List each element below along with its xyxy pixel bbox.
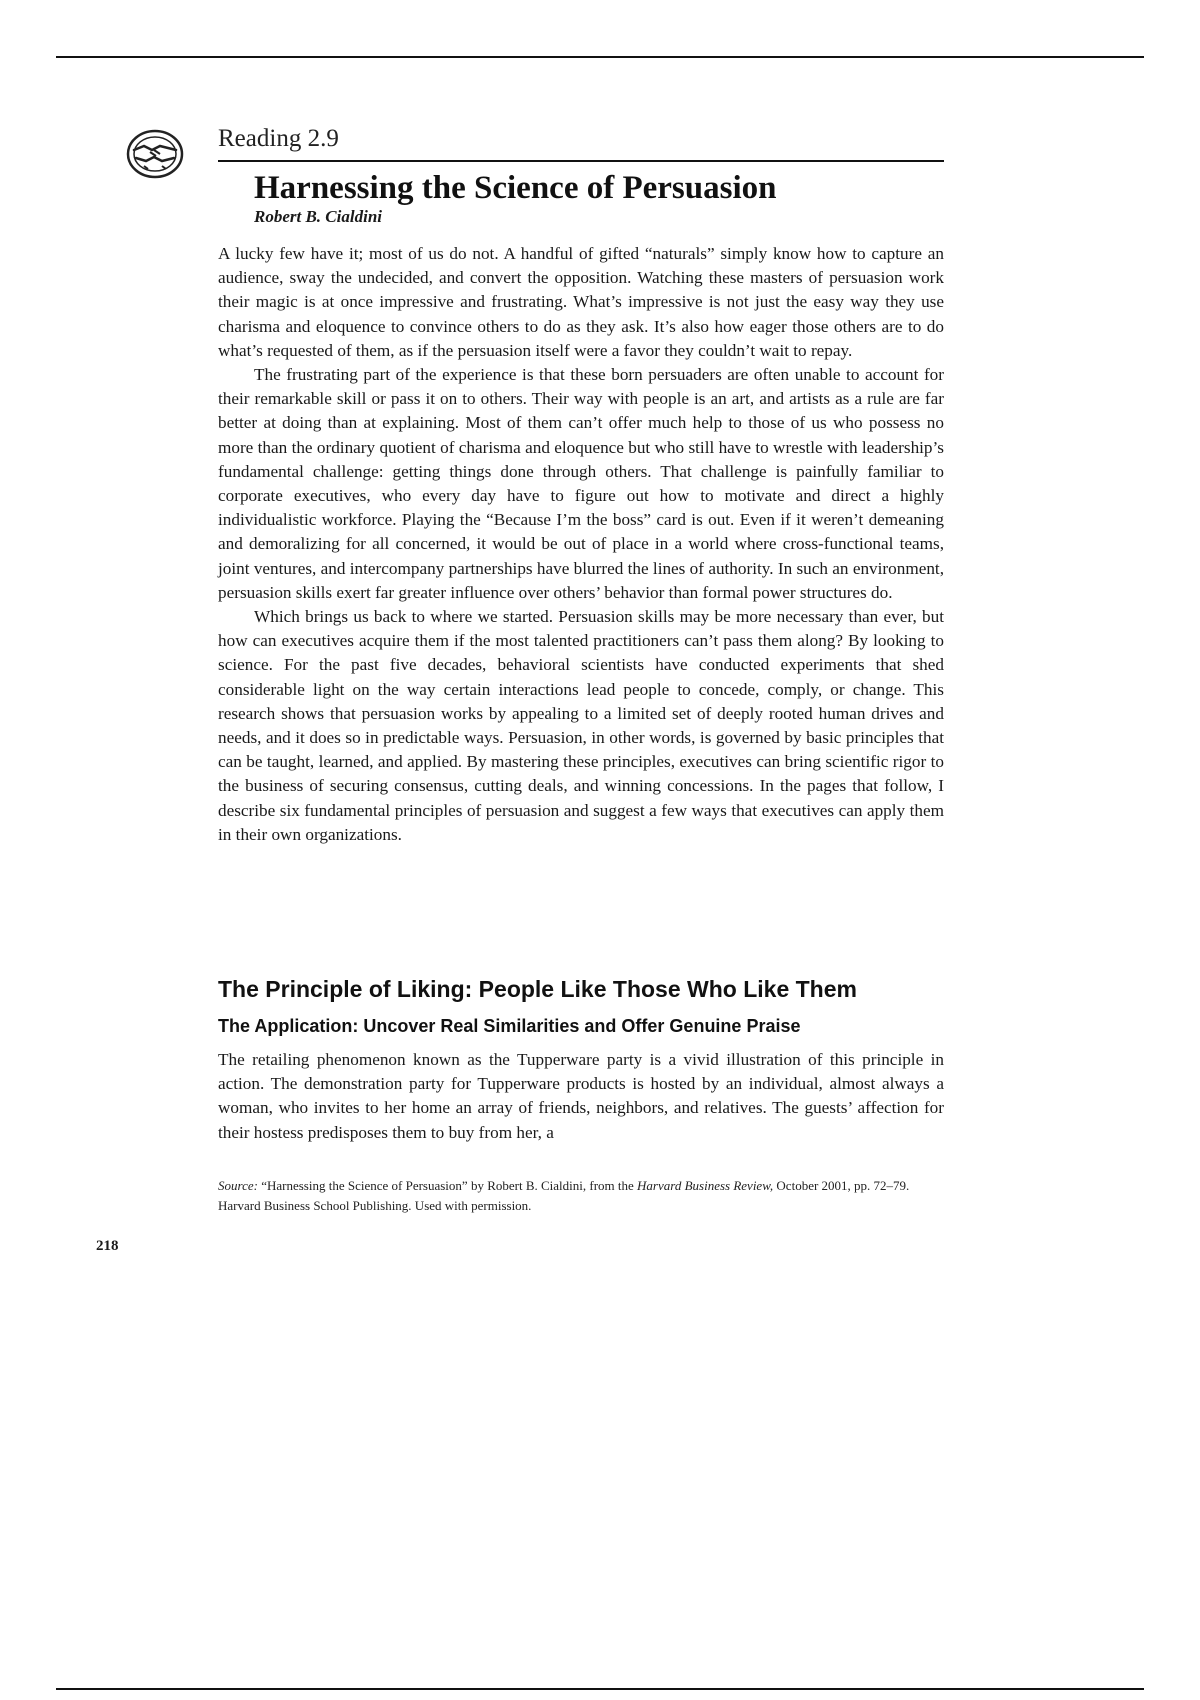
source-publication: Harvard Business Review,	[637, 1178, 774, 1193]
section-body	[218, 1048, 944, 1145]
intro-body	[218, 242, 944, 847]
paragraph: Which brings us back to where we started. Persuasion skills may be more necessary than ever, but how can executives acquire them if the most talented practitioners can’t pass them along? By looking to science. For the past five decades, behavioral scientists have conducted experiments that shed considerable light on the way certain interactions lead people to concede, comply, or change. This research shows that persuasion works by appealing to a limited set of deeply rooted human drives and needs, and it does so in predictable ways. Persuasion, in other words, is governed by basic principles that can be taught, learned, and applied. By mastering these principles, executives can bring scientific rigor to the business of securing consensus, cutting deals, and winning concessions. In the pages that follow, I describe six fundamental principles of persuasion and suggest a few ways that executives can apply them in their own organizations.	[218, 607, 944, 844]
reading-label: Reading 2.9	[218, 125, 339, 152]
handshake-icon	[126, 128, 184, 180]
source-note	[218, 1176, 944, 1216]
article-author: Robert B. Cialdini	[254, 207, 382, 226]
paragraph: The frustrating part of the experience is that these born persuaders are often unable to account for their remarkable skill or pass it on to others. Their way with people is an art, and artists as a rule are far better at doing than at explaining. Most of them can’t offer much help to those of us who possess no more than the ordinary quotient of charisma and eloquence but who still have to wrestle with leadership’s fundamental challenge: getting things done through others. That challenge is painfully familiar to corporate executives, who every day have to figure out how to motivate and direct a highly individualistic workforce. Playing the “Because I’m the boss” card is out. Even if it weren’t demeaning and demoralizing for all concerned, it would be out of place in a world where cross-functional teams, joint ventures, and intercompany partnerships have blurred the lines of authority. In such an environment, persuasion skills exert far greater influence over others’ behavior than formal power structures do.	[218, 365, 944, 602]
paragraph: A lucky few have it; most of us do not. A handful of gifted “naturals” simply know how to capture an audience, sway the undecided, and convert the opposition. Watching these masters of persuasion work their magic is at once impressive and frustrating. What’s impressive is not just the easy way they use charisma and eloquence to convince others to do as they ask. It’s also how eager those others are to do what’s requested of them, as if the persuasion itself were a favor they couldn’t wait to repay.	[218, 244, 944, 360]
source-text-after: October 2001, pp. 72–79. Harvard Business School Publishing. Used with permission.	[218, 1178, 910, 1213]
paragraph: The retailing phenomenon known as the Tupperware party is a vivid illustration of this principle in action. The demonstration party for Tupperware products is hosted by an individual, almost always a woman, who invites to her home an array of friends, neighbors, and relatives. The guests’ affection for their hostess predisposes them to buy from her, a	[218, 1050, 944, 1142]
top-rule	[56, 56, 1144, 58]
bottom-rule	[56, 1688, 1144, 1690]
section-heading: The Principle of Liking: People Like Those Who Like Them	[218, 976, 857, 1002]
page-number: 218	[96, 1238, 119, 1254]
title-rule	[218, 160, 944, 162]
source-text-before: “Harnessing the Science of Persuasion” by Robert B. Cialdini, from the	[257, 1178, 638, 1193]
article-title: Harnessing the Science of Persuasion	[254, 170, 777, 206]
section-subheading: The Application: Uncover Real Similarities and Offer Genuine Praise	[218, 1016, 801, 1036]
source-label: Source:	[218, 1178, 258, 1193]
